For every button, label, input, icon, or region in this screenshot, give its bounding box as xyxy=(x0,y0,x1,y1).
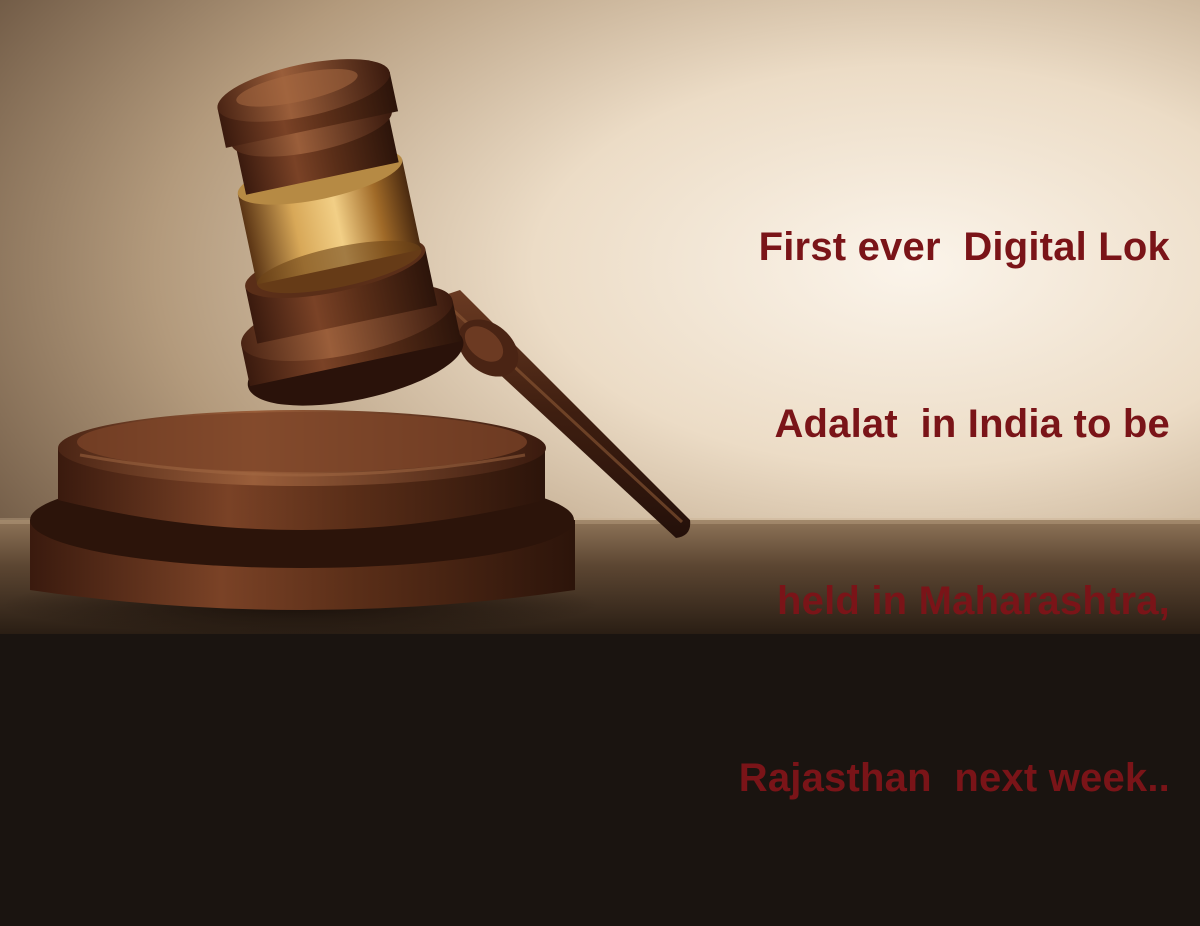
headline-line-1: First ever Digital Lok xyxy=(758,225,1170,269)
headline-line-4: Rajasthan next week.. xyxy=(738,756,1170,800)
sound-block xyxy=(30,410,575,610)
headline xyxy=(650,100,1170,926)
headline-line-3: held in Maharashtra, xyxy=(777,579,1170,623)
headline-line-2: Adalat in India to be xyxy=(774,402,1170,446)
